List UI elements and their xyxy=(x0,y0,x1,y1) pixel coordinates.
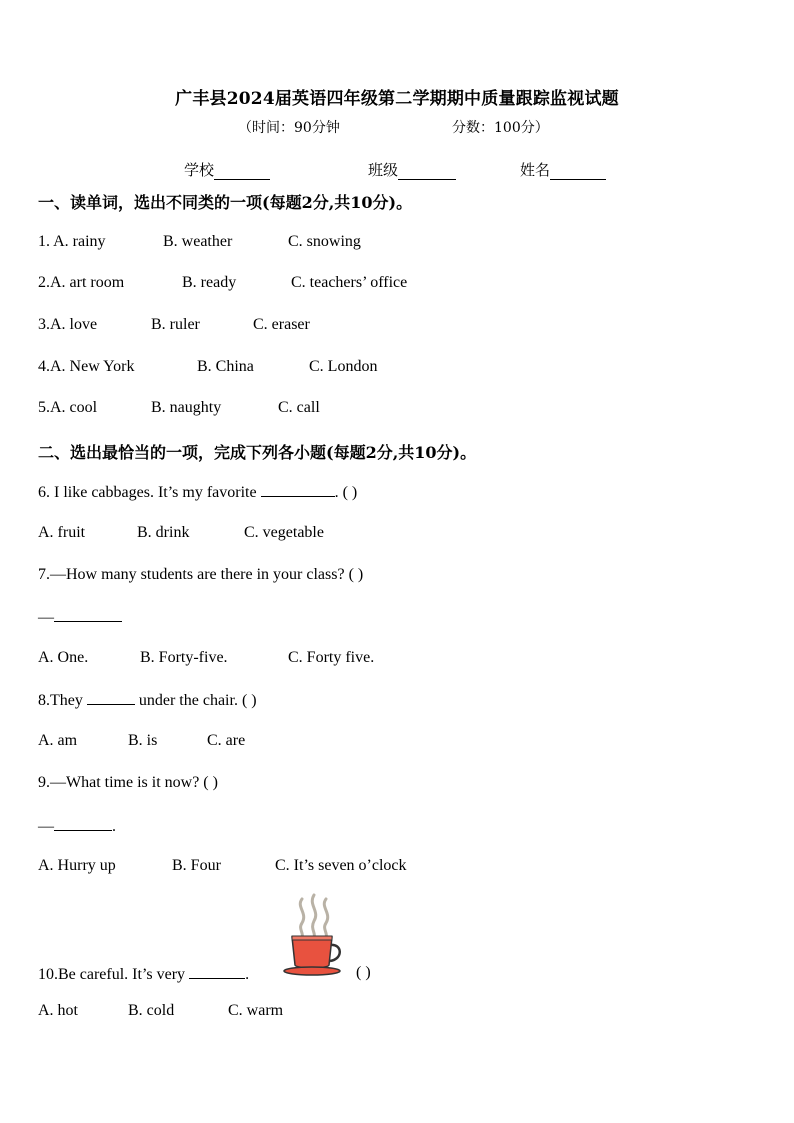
school-label: 学校 xyxy=(184,161,215,179)
question-2 xyxy=(38,274,124,292)
school-field xyxy=(184,159,270,180)
answer-blank[interactable] xyxy=(54,607,122,622)
option-a: A. cool xyxy=(50,399,98,416)
exam-time: （时间：90分钟 xyxy=(238,120,340,136)
q10-option-c: C. warm xyxy=(228,1002,284,1019)
q8-option-a: A. am xyxy=(38,732,78,749)
question-number: 2. xyxy=(38,274,50,291)
option-a: A. art room xyxy=(50,274,125,291)
question-stem: 6. I like cabbages. It’s my favorite xyxy=(38,484,257,501)
question-10 xyxy=(38,964,249,984)
question-4 xyxy=(38,358,134,376)
name-blank[interactable] xyxy=(550,165,606,180)
option-c: C. snowing xyxy=(288,233,361,250)
q10-paren: ( ) xyxy=(356,964,371,981)
dash: — xyxy=(38,818,54,835)
answer-blank[interactable] xyxy=(261,482,335,497)
q8-option-b: B. is xyxy=(128,732,158,749)
question-number: 4. xyxy=(38,358,50,375)
class-blank[interactable] xyxy=(398,165,456,180)
q7-option-b: B. Forty-five. xyxy=(140,649,228,666)
q9-option-c: C. It’s seven o’clock xyxy=(275,857,407,874)
question-8 xyxy=(38,690,257,710)
q8-option-c: C. are xyxy=(207,732,246,749)
option-b: B. ready xyxy=(182,274,237,291)
question-tail: under the chair. ( ) xyxy=(138,692,257,709)
page-title: 广丰县2024届英语四年级第二学期期中质量跟踪监视试题 xyxy=(175,89,619,109)
q9-answer-line xyxy=(38,816,116,836)
section-2-heading: 二、选出最恰当的一项，完成下列各小题(每题2分,共10分)。 xyxy=(38,443,477,462)
period: . xyxy=(112,818,116,835)
name-field xyxy=(520,159,606,180)
question-3 xyxy=(38,316,97,334)
answer-blank[interactable] xyxy=(54,816,112,831)
question-number: 5. xyxy=(38,399,50,416)
dash: — xyxy=(38,609,54,626)
question-6 xyxy=(38,482,357,502)
option-b: B. China xyxy=(197,358,254,375)
option-c: C. call xyxy=(278,399,320,416)
question-1 xyxy=(38,233,106,251)
option-c: C. eraser xyxy=(253,316,310,333)
question-number: 3. xyxy=(38,316,50,333)
question-stem: 8.They xyxy=(38,692,83,709)
question-7: 7.—How many students are there in your class? ( ) xyxy=(38,566,364,583)
option-b: B. weather xyxy=(163,233,233,250)
question-5 xyxy=(38,399,97,417)
q6-option-a: A. fruit xyxy=(38,524,86,541)
class-field xyxy=(368,159,456,180)
q7-answer-line xyxy=(38,607,122,627)
option-a: A. love xyxy=(50,316,98,333)
question-stem: 10.Be careful. It’s very xyxy=(38,966,186,983)
q9-option-b: B. Four xyxy=(172,857,221,874)
question-tail: . ( ) xyxy=(334,484,358,501)
q10-option-a: A. hot xyxy=(38,1002,78,1019)
name-label: 姓名 xyxy=(520,161,551,179)
answer-blank[interactable] xyxy=(87,690,135,705)
option-b: B. naughty xyxy=(151,399,222,416)
q10-option-b: B. cold xyxy=(128,1002,175,1019)
option-b: B. ruler xyxy=(151,316,200,333)
q7-option-a: A. One. xyxy=(38,649,89,666)
q6-option-c: C. vegetable xyxy=(244,524,324,541)
answer-blank[interactable] xyxy=(189,964,245,979)
class-label: 班级 xyxy=(368,161,399,179)
option-a: A. New York xyxy=(50,358,135,375)
hot-cup-icon xyxy=(282,893,346,979)
question-number: 1. xyxy=(38,233,54,250)
exam-score: 分数：100分） xyxy=(452,120,549,136)
option-a: A. rainy xyxy=(53,233,106,250)
school-blank[interactable] xyxy=(214,165,270,180)
section-1-heading: 一、读单词，选出不同类的一项(每题2分,共10分)。 xyxy=(38,193,413,212)
q6-option-b: B. drink xyxy=(137,524,190,541)
question-tail: . xyxy=(245,966,250,983)
question-9: 9.—What time is it now? ( ) xyxy=(38,774,218,791)
q9-option-a: A. Hurry up xyxy=(38,857,116,874)
q7-option-c: C. Forty five. xyxy=(288,649,375,666)
option-c: C. London xyxy=(309,358,378,375)
option-c: C. teachers’ office xyxy=(291,274,408,291)
